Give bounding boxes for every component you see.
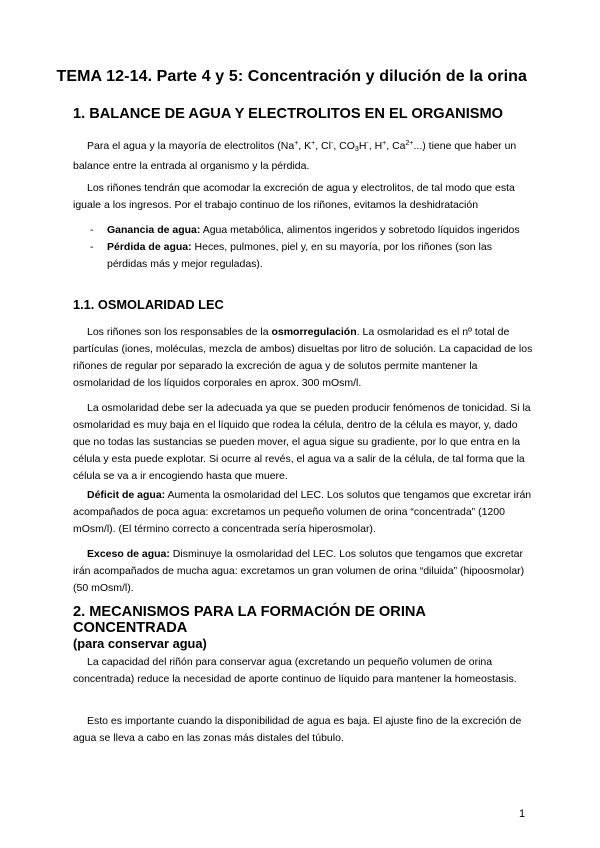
- section-1-heading: 1. BALANCE DE AGUA Y ELECTROLITOS EN EL ORGANISMO: [73, 106, 504, 122]
- section-1-1-heading: 1.1. OSMOLARIDAD LEC: [73, 297, 224, 312]
- section-1-1-paragraph-1: Los riñones son los responsables de la osmorregulación. La osmolaridad es el nº total de partículas (iones, moléculas, mezcla de ambos) disueltas por litro de solución. La capacidad de los riñones de regular por separado la excreción de agua y de solutos permite mantener la osmolaridad de los líquidos corporales en aprox. 300 mOsm/l.: [73, 326, 533, 389]
- section-2-heading: 2. MECANISMOS PARA LA FORMACIÓN DE ORINA CONCENTRADA (para conservar agua): [73, 604, 426, 651]
- list-item: - Ganancia de agua: Agua metabólica, alimentos ingeridos y sobretodo líquidos ingeridos: [90, 222, 530, 239]
- water-balance-list: [90, 222, 530, 273]
- list-item: - Pérdida de agua: Heces, pulmones, piel y, en su mayoría, por los riñones (son las pérdidas más y mejor reguladas).: [90, 239, 530, 273]
- section-1-paragraph-1: Para el agua y la mayoría de electrolitos (Na+, K+, Cl-, CO3H-, H+, $Ca^{2+}$...) tiene que haber un balance entre la entrada al organismo y la pérdida.: [73, 140, 517, 172]
- document-title: TEMA 12-14. Parte 4 y 5: Concentración y dilución de la orina: [56, 68, 527, 85]
- section-2-paragraph-2: Esto es importante cuando la disponibilidad de agua es baja. El ajuste fino de la excreción de agua se lleva a cabo en las zonas más distales del túbulo.: [73, 715, 522, 744]
- section-1-1-paragraph-2: La osmolaridad debe ser la adecuada ya que se pueden producir fenómenos de tonicidad. Si la osmolaridad es muy baja en el líquido que rodea la célula, dentro de la célula es mayor, y, dado que no todas las sustancias se pueden mover, el agua sigue su gradiente, por lo que entra en la célula y esta puede explotar. Si ocurre al revés, el agua va a salir de la célula, de tal forma que la célula se va a ir encogiendo hasta que muere.: [73, 402, 531, 482]
- page-number: 1: [519, 808, 526, 820]
- water-excess-paragraph: Exceso de agua: Disminuye la osmolaridad del LEC. Los solutos que tengamos que excretar irán acompañados de mucha agua: excretamos un gran volumen de orina “diluida” (hipoosmolar) (50 mOsm/l).: [73, 548, 525, 594]
- section-1-paragraph-2: Los riñones tendrán que acomodar la excreción de agua y electrolitos, de tal modo que esta iguale a los ingresos. Por el trabajo continuo de los riñones, evitamos la deshidratación: [73, 182, 515, 211]
- section-2-paragraph-1: La capacidad del riñón para conservar agua (excretando un pequeño volumen de orina concentrada) reduce la necesidad de aporte continuo de líquido para mantener la homeostasis.: [73, 656, 517, 685]
- water-deficit-paragraph: Déficit de agua: Aumenta la osmolaridad del LEC. Los solutos que tengamos que excretar irán acompañados de poca agua: excretamos un pequeño volumen de orina “concentrada” (1200 mOsm/l). (El término correcto a concentrada sería hiperosmolar).: [73, 489, 532, 535]
